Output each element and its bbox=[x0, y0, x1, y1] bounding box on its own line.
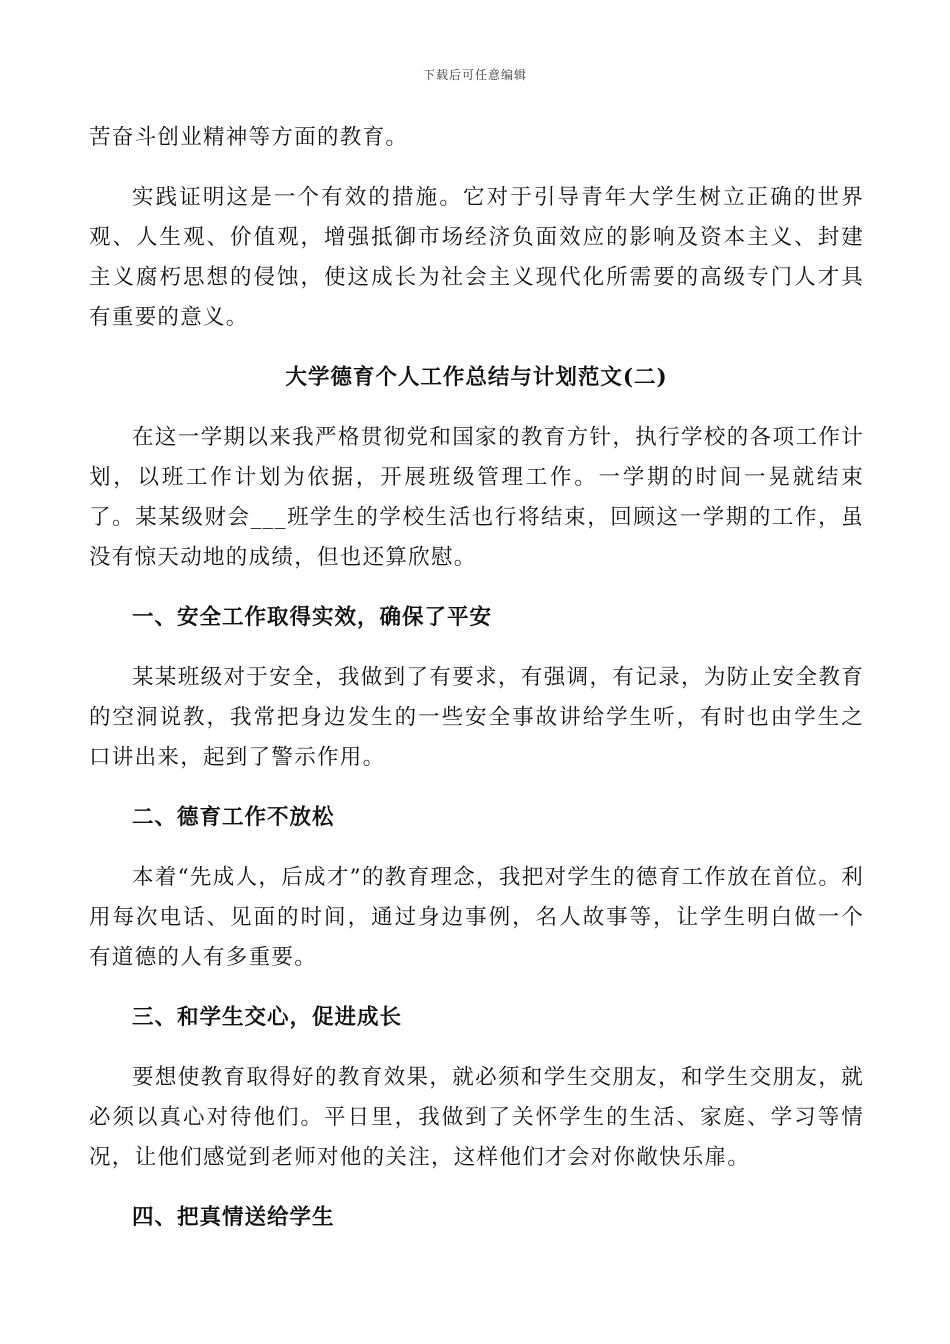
paragraph-continuation: 苦奋斗创业精神等方面的教育。 bbox=[89, 125, 409, 150]
subheading-sincerity: 四、把真情送给学生 bbox=[132, 1205, 335, 1230]
blank-fill-line: ___ bbox=[250, 505, 287, 530]
paragraph-intro bbox=[89, 418, 864, 578]
paragraph-practice-proof: 实践证明这是一个有效的措施。它对于引导青年大学生树立正确的世界观、人生观、价值观，增强抵御市场经济负面效应的影响及资本主义、封建主义腐朽思想的侵蚀，使这成长为社会主义现代化所需要的高级专门人才具有重要的意义。 bbox=[89, 185, 864, 330]
section-title: 大学德育个人工作总结与计划范文(二) bbox=[285, 365, 668, 390]
paragraph-safety: 某某班级对于安全，我做到了有要求，有强调，有记录，为防止安全教育的空洞说教，我常把身边发生的一些安全事故讲给学生听，有时也由学生之口讲出来，起到了警示作用。 bbox=[89, 665, 864, 770]
subheading-safety: 一、安全工作取得实效，确保了平安 bbox=[132, 605, 493, 630]
subheading-heart-to-heart: 三、和学生交心，促进成长 bbox=[132, 1005, 403, 1030]
document-body bbox=[89, 118, 864, 1258]
intro-text-part-2: 班学生的学校生活也行将结束，回顾这一学期的工作，虽没有惊天动地的成绩，但也还算欣慰。 bbox=[89, 505, 864, 570]
intro-text-part-1: 在这一学期以来我严格贯彻党和国家的教育方针，执行学校的各项工作计划，以班工作计划为依据，开展班级管理工作。一学期的时间一晃就结束了。某某级财会 bbox=[89, 425, 864, 530]
paragraph-heart-to-heart: 要想使教育取得好的教育效果，就必须和学生交朋友，和学生交朋友，就必须以真心对待他们。平日里，我做到了关怀学生的生活、家庭、学习等情况，让他们感觉到老师对他的关注，这样他们才会对你敞快乐扉。 bbox=[89, 1065, 864, 1170]
page-header-note: 下载后可任意编辑 bbox=[422, 68, 527, 82]
subheading-moral-education: 二、德育工作不放松 bbox=[132, 805, 335, 830]
paragraph-moral-education: 本着“先成人，后成才”的教育理念，我把对学生的德育工作放在首位。利用每次电话、见面的时间，通过身边事例，名人故事等，让学生明白做一个有道德的人有多重要。 bbox=[89, 865, 864, 970]
